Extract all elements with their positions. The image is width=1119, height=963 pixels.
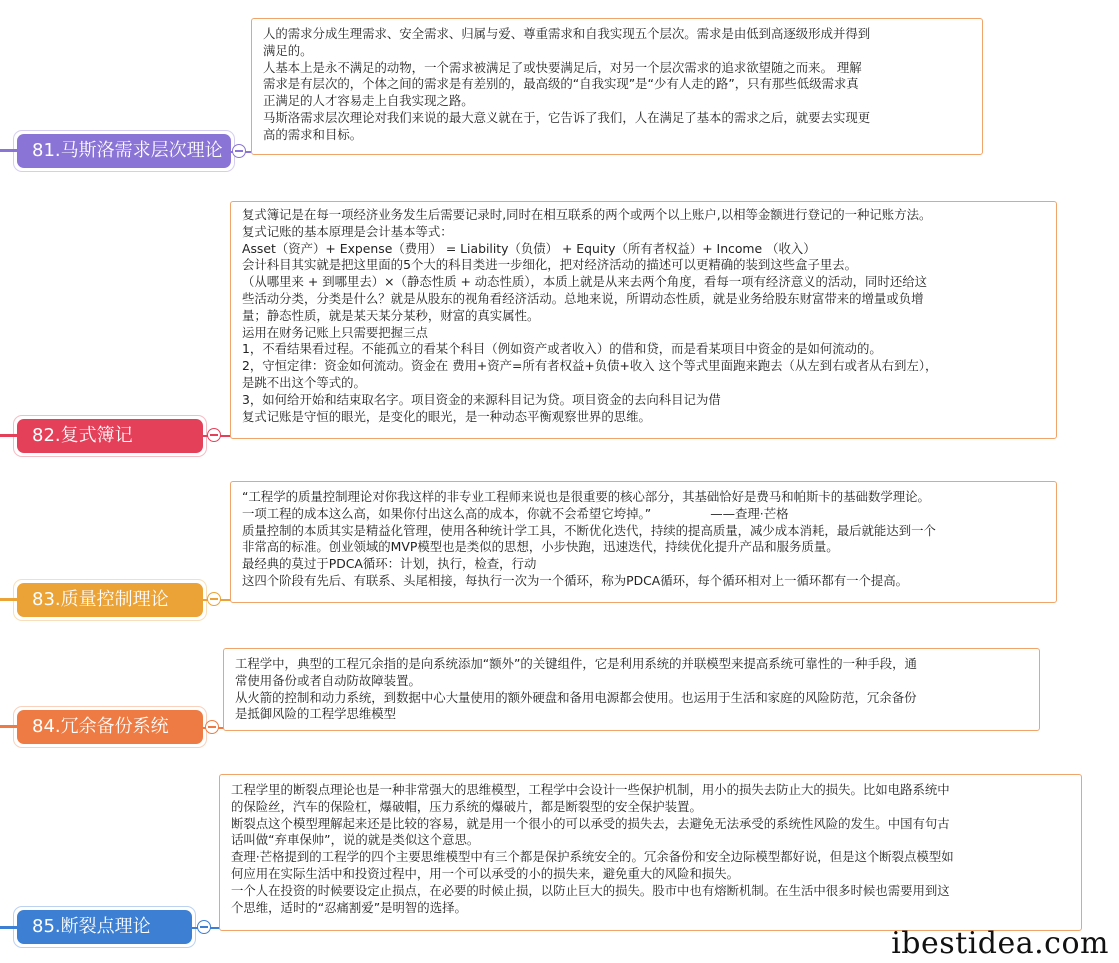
note-line: 非常高的标准。创业领域的MVP模型也是类似的思想，小步快跑，迅速迭代，持续优化提升产品和服务质量。 <box>242 539 839 555</box>
note-line: 满足的。 <box>263 42 313 58</box>
note-line: Asset（资产）+ Expense（费用） = Liability（负债） + Equity（所有者权益）+ Income （收入） <box>242 240 816 256</box>
note-line: 高的需求和目标。 <box>263 126 363 142</box>
collapse-icon[interactable] <box>232 144 246 158</box>
note-line: 从火箭的控制和动力系统，到数据中心大量使用的额外硬盘和备用电源都会使用。也运用于生活和家庭的风险防范，冗余备份 <box>235 689 917 705</box>
note-line: 马斯洛需求层次理论对我们来说的最大意义就在于，它告诉了我们，人在满足了基本的需求之后，就要去实现更 <box>263 109 871 125</box>
note-line: 工程学中，典型的工程冗余指的是向系统添加“额外”的关键组件，它是利用系统的并联模型来提高系统可靠性的一种手段，通 <box>235 656 917 671</box>
collapse-icon[interactable] <box>207 592 221 606</box>
collapse-icon[interactable] <box>207 428 221 442</box>
note-line: 2，守恒定律：资金如何流动。资金在 费用+资产=所有者权益+负债+收入 这个等式里面跑来跑去（从左到右或者从右到左）， <box>242 358 938 374</box>
collapse-icon[interactable] <box>197 920 211 934</box>
note-line: 质量控制的本质其实是精益化管理，使用各种统计学工具，不断优化迭代，持续的提高质量，减少成本消耗，最后就能达到一个 <box>242 522 936 538</box>
note-line: 话叫做“弃車保帅”，说的就是类似这个意思。 <box>231 832 480 848</box>
note-line: （从哪里来 + 到哪里去）×（静态性质 + 动态性质），本质上就是从来去两个角度，看每一项有经济意义的活动，同时还给这 <box>242 274 928 290</box>
note-line: 会计科目其实就是把这里面的5个大的科目类进一步细化，把对经济活动的描述可以更精确的装到这些盒子里去。 <box>242 257 858 273</box>
note-line: 的保险丝，汽车的保险杠，爆破帽，压力系统的爆破片，都是断裂型的安全保护装置。 <box>231 798 702 814</box>
note-box <box>251 18 983 155</box>
note-box <box>219 774 1082 931</box>
note-line: 复式记账的基本原理是会计基本等式： <box>242 223 453 239</box>
note-line: 些活动分类，分类是什么？就是从股东的视角看经济活动。总地来说，所谓动态性质，就是业务给股东财富带来的增量或负增 <box>242 290 924 306</box>
topic-81[interactable] <box>17 134 231 168</box>
topic-82[interactable] <box>17 419 203 453</box>
note-line: 人的需求分成生理需求、安全需求、归属与爱、尊重需求和自我实现五个层次。需求是由低到高逐级形成并得到 <box>263 26 871 41</box>
note-line: 运用在财务记账上只需要把握三点 <box>242 324 428 340</box>
note-line: 3，如何给开始和结束取名字。项目资金的来源科目记为贷。项目资金的去向科目记为借 <box>242 391 721 407</box>
topic-label: 85.断裂点理论 <box>32 916 151 937</box>
note-box <box>223 648 1040 731</box>
note-line: “工程学的质量控制理论对你我这样的非专业工程师来说也是很重要的核心部分，其基础恰好是费马和帕斯卡的基础数学理论。 <box>242 489 930 504</box>
note-line: 人基本上是永不满足的动物，一个需求被满足了或快要满足后，对另一个层次需求的追求欲望随之而来。 理解 <box>263 59 862 75</box>
note-line: 这四个阶段有先后、有联系、头尾相接，每执行一次为一个循环，称为PDCA循环，每个循环相对上一循环都有一个提高。 <box>242 572 909 588</box>
topic-label: 84.冗余备份系统 <box>32 716 169 737</box>
note-box <box>230 201 1057 439</box>
note-line: 复式簿记是在每一项经济业务发生后需要记录时,同时在相互联系的两个或两个以上账户,以相等金额进行登记的一种记账方法。 <box>242 207 932 222</box>
note-line: 是跳不出这个等式的。 <box>242 374 366 390</box>
topic-label: 83.质量控制理论 <box>32 589 169 610</box>
note-line: 一项工程的成本这么高，如果你付出这么高的成本，你就不会希望它垮掉。” ——查理·芒格 <box>242 505 789 521</box>
topic-label: 81.马斯洛需求层次理论 <box>32 140 223 161</box>
note-line: 复式记账是守恒的眼光，是变化的眼光，是一种动态平衡观察世界的思维。 <box>242 408 651 424</box>
note-line: 量；静态性质，就是某天某分某秒，财富的真实属性。 <box>242 307 540 323</box>
topic-label: 82.复式簿记 <box>32 425 133 446</box>
topic-84[interactable] <box>17 710 203 744</box>
note-line: 个思维，适时的“忍痛割爱”是明智的选择。 <box>231 899 467 915</box>
note-line: 是抵御风险的工程学思维模型 <box>235 706 397 722</box>
note-line: 一个人在投资的时候要设定止损点，在必要的时候止损，以防止巨大的损失。股市中也有熔断机制。在生活中很多时候也需要用到这 <box>231 882 950 898</box>
note-line: 断裂点这个模型理解起来还是比较的容易，就是用一个很小的可以承受的损失去，去避免无法承受的系统性风险的发生。中国有句古 <box>231 815 950 831</box>
note-line: 正满足的人才容易走上自我实现之路。 <box>263 93 474 109</box>
note-line: 何应用在实际生活中和投资过程中，用一个可以承受的小的损失来，避免重大的风险和损失。 <box>231 865 740 881</box>
collapse-icon[interactable] <box>205 720 219 734</box>
note-line: 常使用备份或者自动防故障装置。 <box>235 672 421 688</box>
note-line: 查理·芒格提到的工程学的四个主要思维模型中有三个都是保护系统安全的。冗余备份和安全边际模型都好说，但是这个断裂点模型如 <box>231 849 954 865</box>
note-line: 最经典的莫过于PDCA循环：计划，执行，检查，行动 <box>242 556 537 572</box>
note-line: 1，不看结果看过程。不能孤立的看某个科目（例如资产或者收入）的借和贷，而是看某项目中资金的是如何流动的。 <box>242 341 882 357</box>
note-line: 需求是有层次的，个体之间的需求是有差别的，最高级的“自我实现”是“少有人走的路”，只有那些低级需求真 <box>263 76 859 92</box>
topic-85[interactable] <box>17 910 192 944</box>
watermark: ibestidea.com <box>891 926 1109 961</box>
topic-83[interactable] <box>17 583 203 617</box>
note-box <box>230 481 1057 603</box>
note-line: 工程学里的断裂点理论也是一种非常强大的思维模型，工程学中会设计一些保护机制，用小的损失去防止大的损失。比如电路系统中 <box>231 782 950 797</box>
